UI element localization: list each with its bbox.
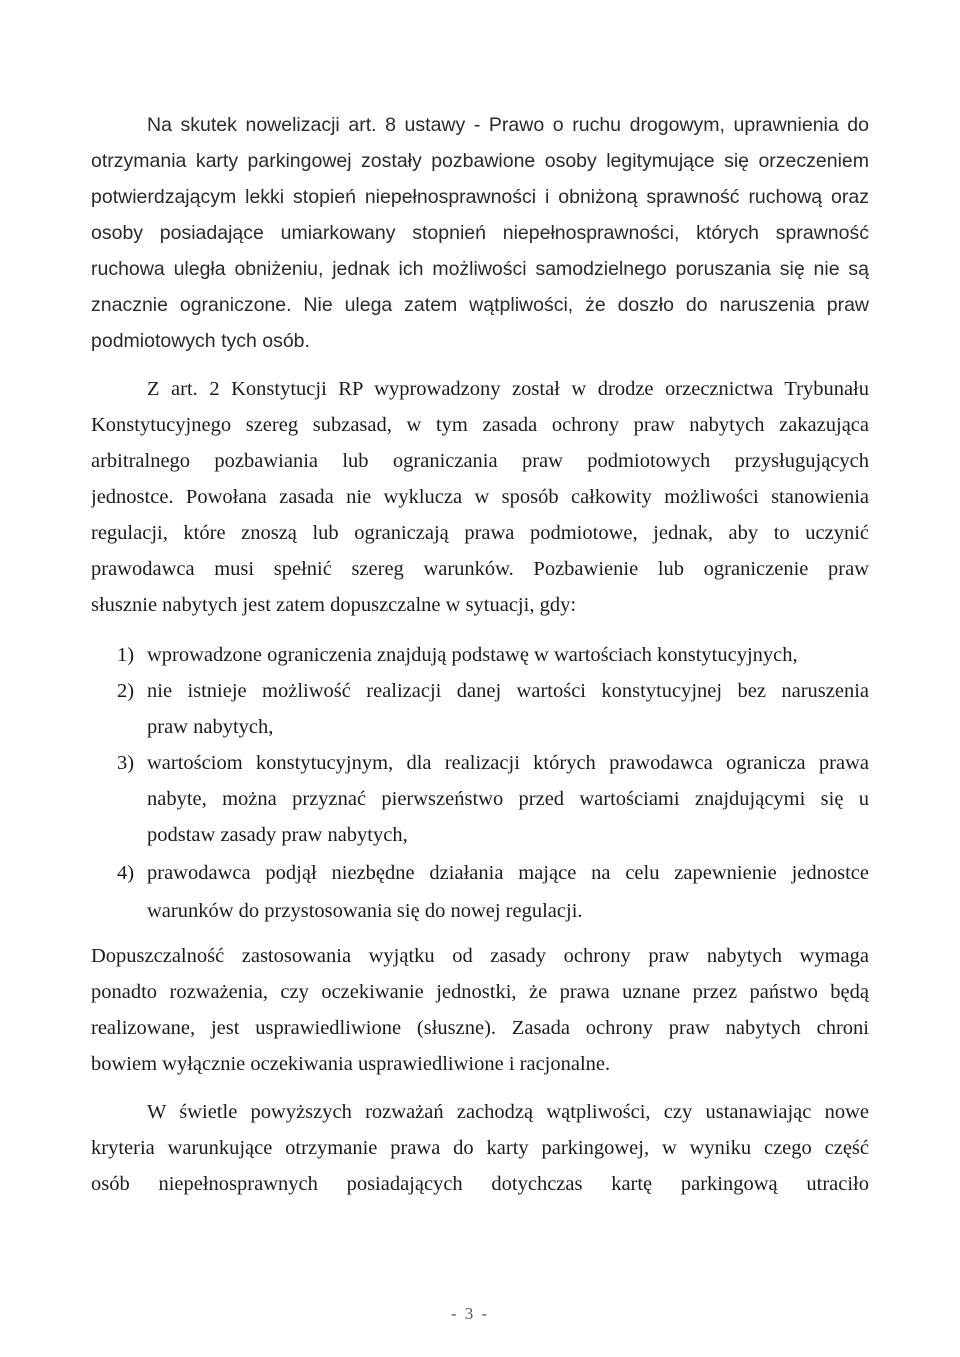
list-item-number: 2)	[117, 680, 135, 702]
paragraph-3-line: bowiem wyłącznie oczekiwania usprawiedliwione i racjonalne.	[91, 1053, 611, 1075]
list-item-line: wartościom konstytucyjnym, dla realizacji których prawodawca ogranicza prawa	[147, 752, 869, 774]
paragraph-4-line: W świetle powyższych rozważań zachodzą wątpliwości, czy ustanawiając nowe	[147, 1101, 869, 1123]
list-item-number: 3)	[117, 752, 135, 774]
list-item-line: warunków do przystosowania się do nowej regulacji.	[147, 900, 583, 922]
paragraph-3-line: Dopuszczalność zastosowania wyjątku od zasady ochrony praw nabytych wymaga	[91, 945, 869, 967]
list-item-line: wprowadzone ograniczenia znajdują podstawę w wartościach konstytucyjnych,	[147, 644, 798, 666]
list-item-line: nie istnieje możliwość realizacji danej wartości konstytucyjnej bez naruszenia	[147, 680, 869, 702]
paragraph-2-line: słusznie nabytych jest zatem dopuszczalne w sytuacji, gdy:	[91, 594, 577, 616]
paragraph-2-line: jednostce. Powołana zasada nie wyklucza w sposób całkowity możliwości stanowienia	[91, 486, 869, 508]
paragraph-3-line: ponadto rozważenia, czy oczekiwanie jednostki, że prawa uznane przez państwo będą	[91, 981, 869, 1003]
paragraph-2-line: regulacji, które znoszą lub ograniczają prawa podmiotowe, jednak, aby to uczynić	[91, 522, 869, 544]
paragraph-2-line: Konstytucyjnego szereg subzasad, w tym zasada ochrony praw nabytych zakazująca	[91, 414, 869, 436]
paragraph-1-line: ruchowa uległa obniżeniu, jednak ich możliwości samodzielnego poruszania się nie są	[91, 258, 869, 280]
paragraph-2-line: Z art. 2 Konstytucji RP wyprowadzony został w drodze orzecznictwa Trybunału	[147, 378, 869, 400]
paragraph-4-line: kryteria warunkujące otrzymanie prawa do karty parkingowej, w wyniku czego część	[91, 1137, 869, 1159]
list-item-line: podstaw zasady praw nabytych,	[147, 824, 408, 846]
paragraph-1-line: potwierdzającym lekki stopień niepełnosprawności i obniżoną sprawność ruchową oraz	[91, 186, 869, 208]
page-number: - 3 -	[450, 1304, 490, 1323]
paragraph-3-line: realizowane, jest usprawiedliwione (słuszne). Zasada ochrony praw nabytych chroni	[91, 1017, 869, 1039]
paragraph-2-line: arbitralnego pozbawiania lub ograniczania praw podmiotowych przysługujących	[91, 450, 869, 472]
list-item-line: praw nabytych,	[147, 716, 274, 738]
paragraph-1-line: znacznie ograniczone. Nie ulega zatem wątpliwości, że doszło do naruszenia praw	[91, 294, 869, 316]
list-item-number: 1)	[117, 644, 135, 666]
list-item-line: nabyte, można przyznać pierwszeństwo przed wartościami znajdującymi się u	[147, 788, 869, 810]
paragraph-1-line: podmiotowych tych osób.	[91, 330, 310, 352]
paragraph-1-line: Na skutek nowelizacji art. 8 ustawy - Prawo o ruchu drogowym, uprawnienia do	[147, 114, 869, 136]
paragraph-1-line: osoby posiadające umiarkowany stopnień niepełnosprawności, których sprawność	[91, 222, 869, 244]
list-item-number: 4)	[117, 862, 135, 884]
paragraph-1-line: otrzymania karty parkingowej zostały pozbawione osoby legitymujące się orzeczeniem	[91, 150, 869, 172]
paragraph-2-line: prawodawca musi spełnić szereg warunków. Pozbawienie lub ograniczenie praw	[91, 558, 869, 580]
list-item-line: prawodawca podjął niezbędne działania mające na celu zapewnienie jednostce	[147, 862, 869, 884]
paragraph-4-line: osób niepełnosprawnych posiadających dotychczas kartę parkingową utraciło	[91, 1173, 869, 1195]
